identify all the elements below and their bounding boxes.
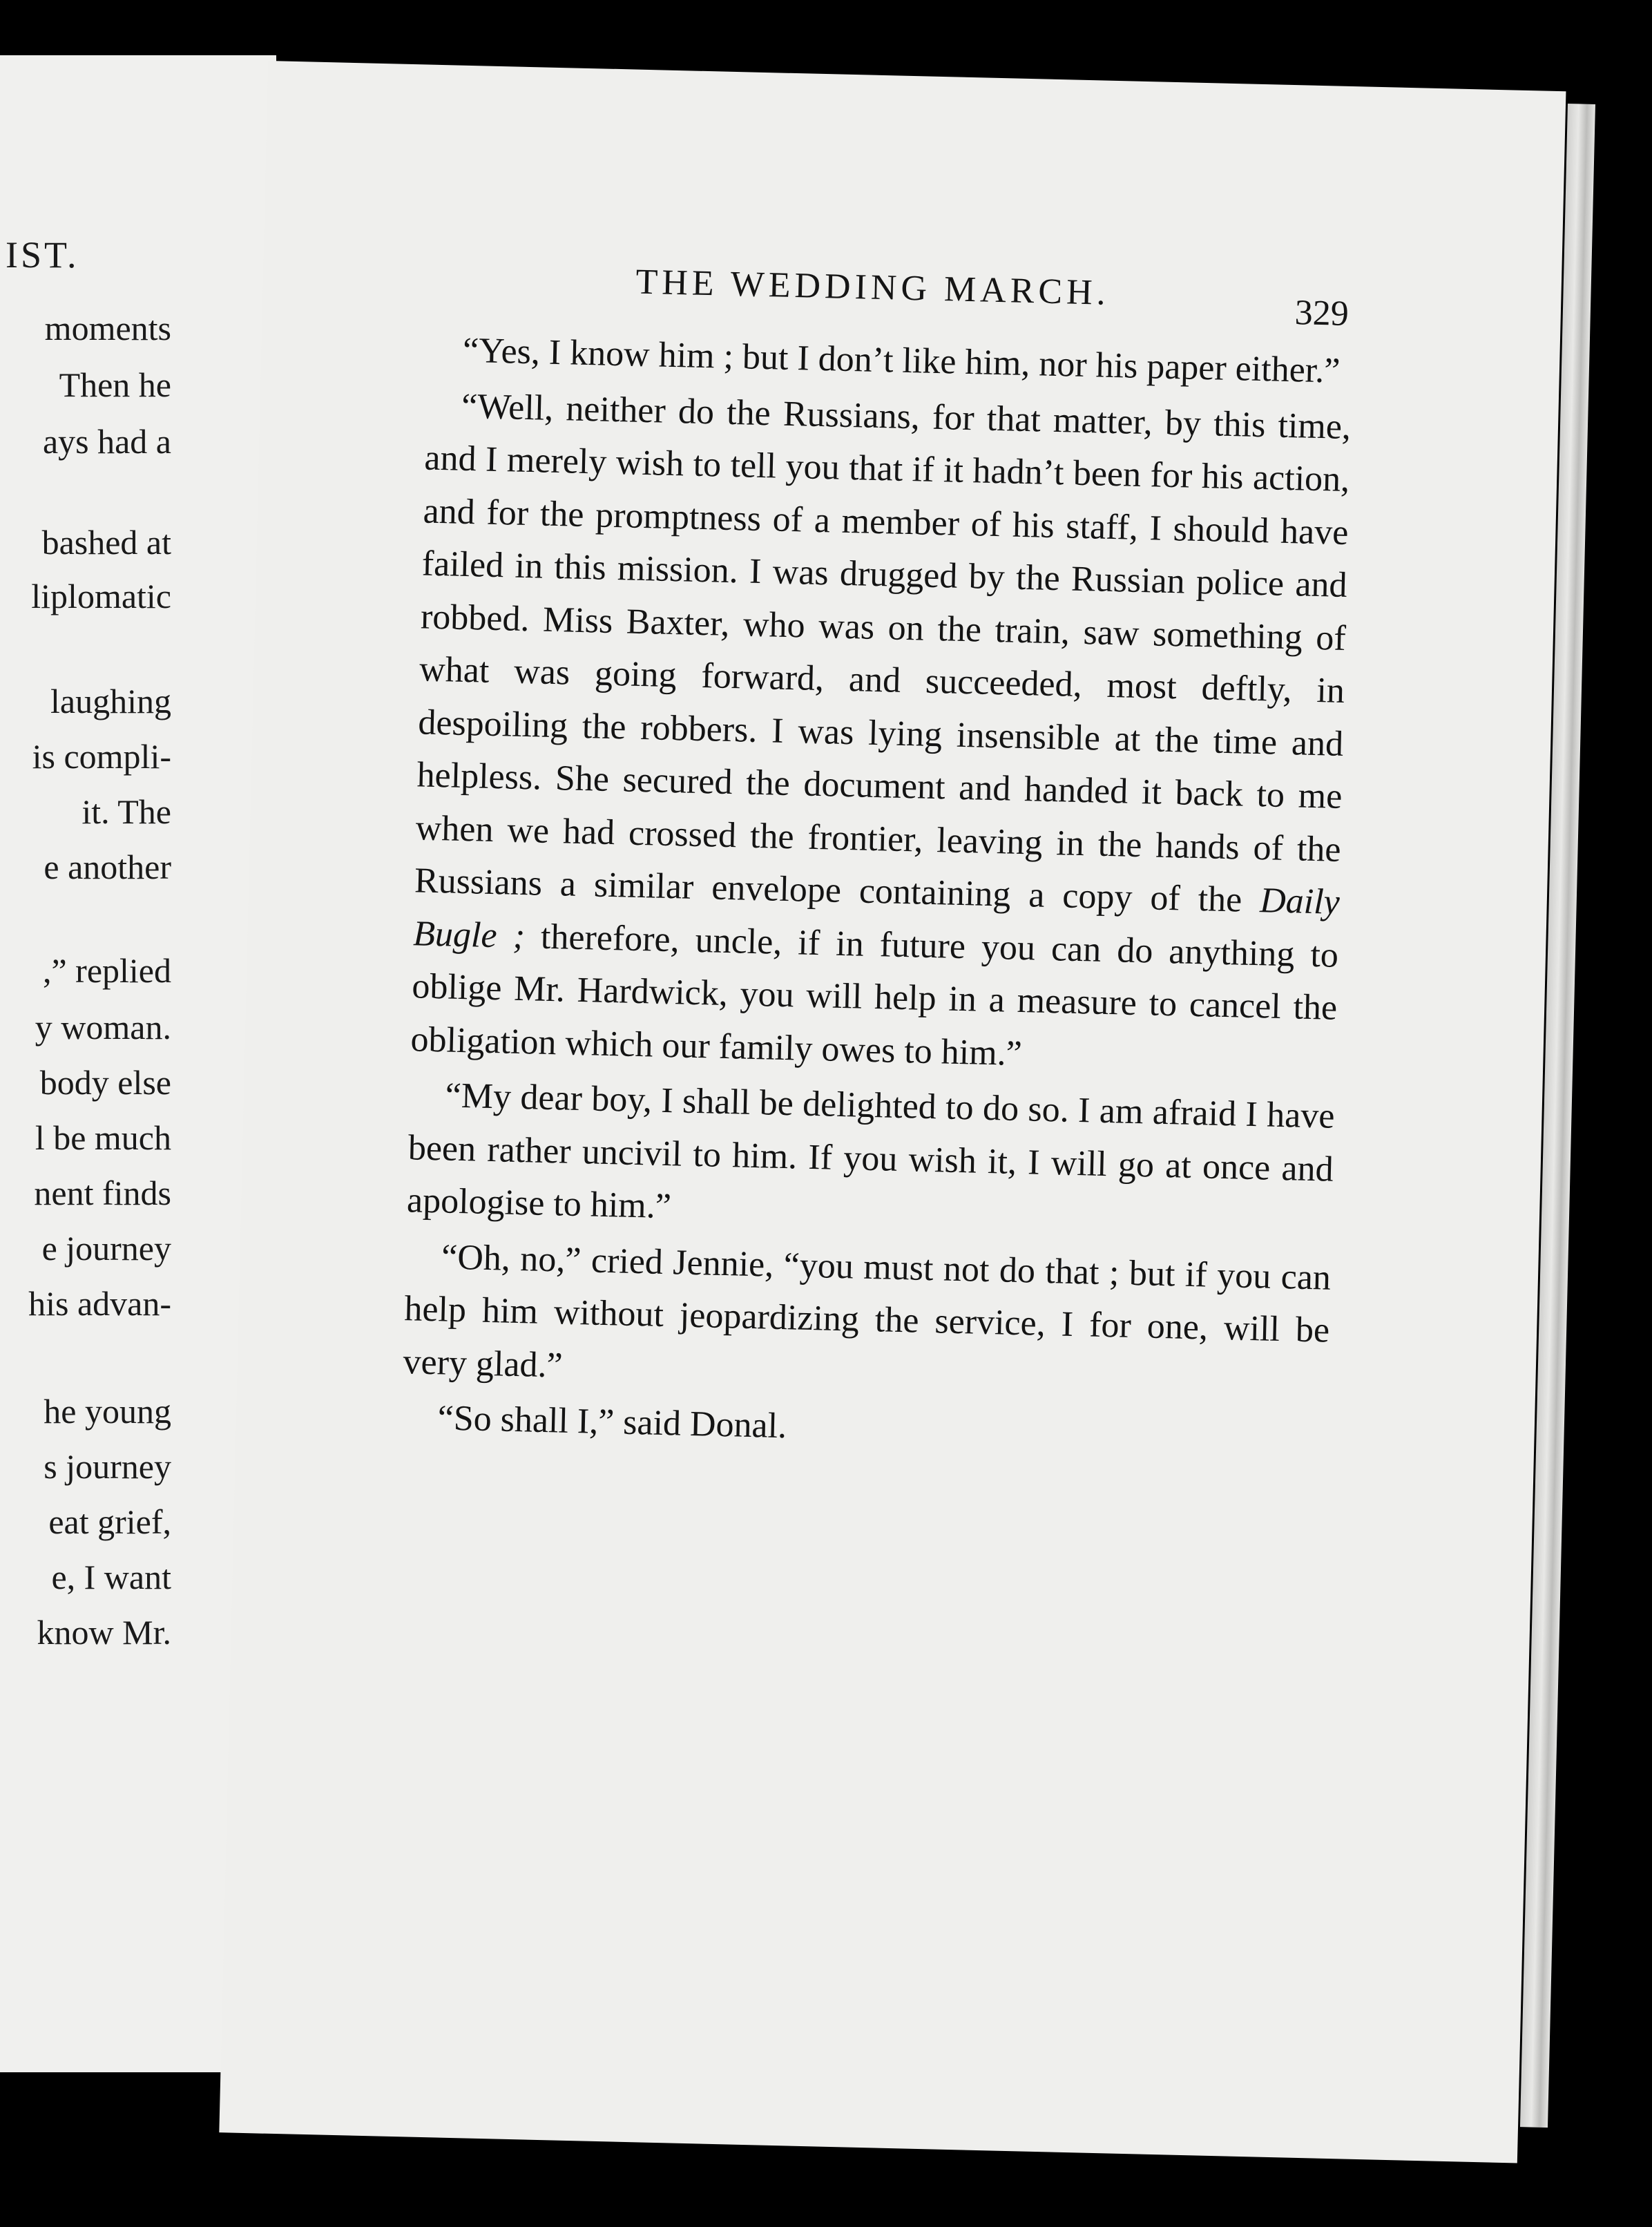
left-page-line-fragment: his advan-: [28, 1284, 171, 1323]
left-page-line-fragment: l be much: [35, 1118, 171, 1157]
left-page-line-fragment: liplomatic: [31, 577, 171, 615]
paragraph-text: therefore, uncle, if in future you can do anything to oblige Mr. Hardwick, you will help in a measure to cancel the obligation which our family owes to him.”: [410, 916, 1339, 1073]
left-page-line-fragment: know Mr.: [37, 1613, 171, 1652]
paragraph-text: “My dear boy, I shall be delighted to do so. I am afraid I have been rather uncivil to him. If you wish it, I will go at once and apologise to him.”: [406, 1076, 1336, 1227]
left-page-line-fragment: s journey: [44, 1447, 171, 1486]
left-page-line-fragment: ays had a: [42, 422, 171, 461]
page-number: 329: [1294, 293, 1350, 334]
left-page-line-fragment: y woman.: [35, 1008, 171, 1046]
paragraph-text: “Well, neither do the Russians, for that matter, by this time, and I merely wish to tell you that if it hadn’t been for his action, and for the promptness of a member of his staff, I should have failed in this mission. I was drugged by the Russian police and robbed. Miss Baxter, who was on the train, saw something of what was going forward, and succeeded, most deftly, in despoiling the robbers. I was lying insensible at the time and helpless. She secured the document and handed it back to me when we had crossed the frontier, leaving in the hands of the Russians a similar envelope containing a copy of the: [414, 386, 1352, 921]
paragraph: [406, 1069, 1335, 1249]
left-page-line-fragment: laughing: [50, 682, 171, 720]
page-body-text: [401, 324, 1353, 1466]
left-page-line-fragment: nent finds: [34, 1174, 171, 1212]
paragraph-text: “Yes, I know him ; but I don’t like him, nor his paper either.”: [462, 330, 1341, 391]
italic-title: Daily Bugle ;: [412, 881, 1341, 956]
paragraph: [403, 1230, 1332, 1411]
left-page-line-fragment: e another: [44, 848, 171, 886]
left-page-line-fragment: moments: [44, 309, 171, 347]
running-head: THE WEDDING MARCH.: [635, 262, 1111, 313]
right-page: [219, 61, 1566, 2163]
left-page-line-fragment: eat grief,: [48, 1502, 171, 1541]
left-page-line-fragment: body else: [39, 1063, 171, 1102]
left-page-line-fragment: e journey: [41, 1229, 171, 1268]
paragraph-text: “Oh, no,” cried Jennie, “you must not do that ; but if you can help him without jeopardizing the service, I for one, will be very glad.”: [403, 1236, 1332, 1386]
left-page-line-fragment: is compli-: [32, 737, 171, 776]
paragraph: [410, 379, 1352, 1088]
left-page-line-fragment: he young: [44, 1392, 171, 1431]
paragraph-text: “So shall I,” said Donal.: [437, 1398, 787, 1446]
left-running-head-fragment: IST.: [6, 234, 79, 276]
left-page-line-fragment: it. The: [81, 792, 171, 831]
left-page-line-fragment: Then he: [59, 365, 171, 404]
left-page-line-fragment: bashed at: [41, 523, 171, 562]
left-page-line-fragment: ,” replied: [42, 951, 171, 990]
left-page-line-fragment: e, I want: [51, 1558, 171, 1596]
